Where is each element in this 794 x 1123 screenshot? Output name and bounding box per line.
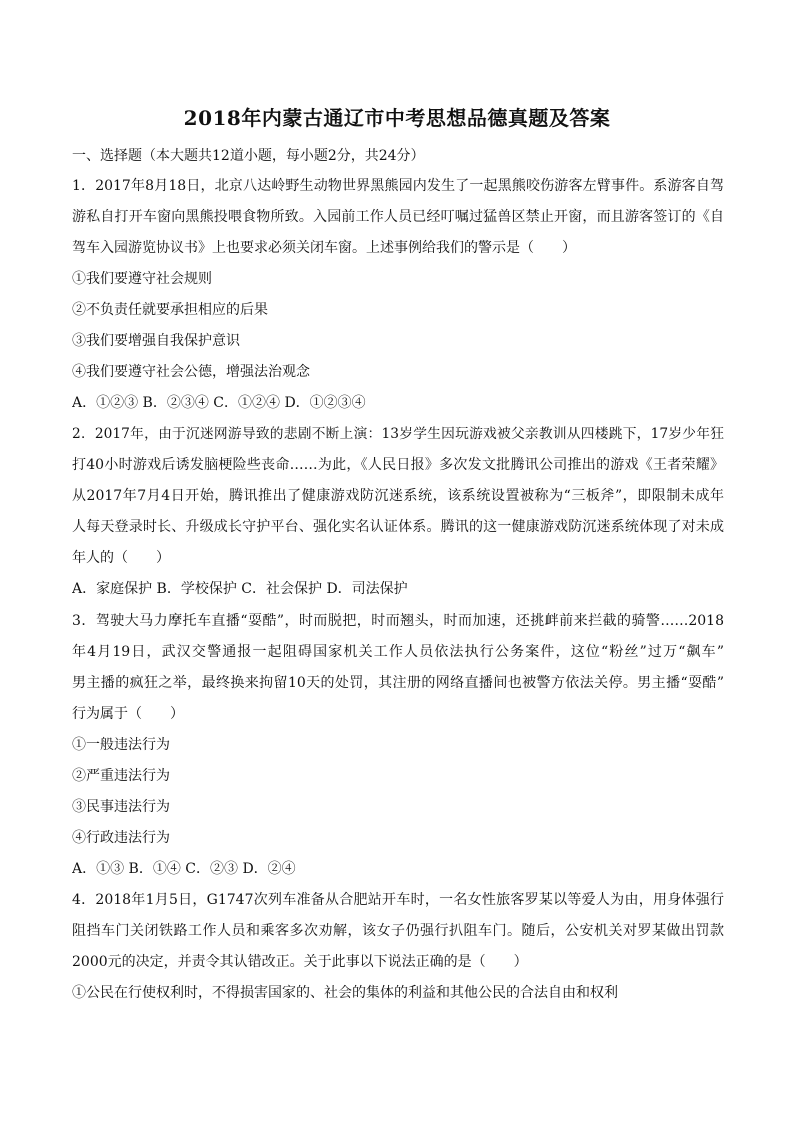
question-2-line-5: 年人的（ ） [72,550,170,566]
question-4-line-3: 2000元的决定，并责令其认错改正。关于此事以下说法正确的是（ ） [72,954,528,970]
question-1-option-3: ③我们要增强自我保护意识 [72,333,240,349]
question-1-line-2: 游私自打开车窗向黑熊投喂食物所致。入园前工作人员已经叮嘱过猛兽区禁止开窗，而且游客签订的《自 [72,209,724,225]
question-1-line-1: 1．2017年8月18日，北京八达岭野生动物世界黑熊园内发生了一起黑熊咬伤游客左臂事件。系游客自驾 [72,178,724,194]
question-3-option-1: ①一般违法行为 [72,737,170,753]
question-1-line-3: 驾车入园游览协议书》上也要求必须关闭车窗。上述事例给我们的警示是（ ） [72,240,576,256]
question-2-choices: A．家庭保护 B．学校保护 C．社会保护 D．司法保护 [72,581,408,597]
question-3-option-2: ②严重违法行为 [72,768,170,784]
question-2-line-2: 打40小时游戏后诱发脑梗险些丧命……为此，《人民日报》多次发文批腾讯公司推出的游戏《王者荣耀》 [72,457,724,473]
question-3-option-3: ③民事违法行为 [72,799,170,815]
question-4-line-1: 4．2018年1月5日，G1747次列车准备从合肥站开车时，一名女性旅客罗某以等爱人为由，用身体强行 [72,892,724,908]
question-1-choices: A．①②③ B．②③④ C．①②④ D．①②③④ [72,395,366,411]
question-4-option-1: ①公民在行使权利时，不得损害国家的、社会的集体的利益和其他公民的合法自由和权利 [72,985,618,1001]
question-3-line-1: 3．驾驶大马力摩托车直播“耍酷”，时而脱把，时而翘头，时而加速，还挑衅前来拦截的骑警……2018 [72,613,724,629]
question-3-choices: A．①③ B．①④ C．②③ D．②④ [72,861,296,877]
question-1-option-4: ④我们要遵守社会公德，增强法治观念 [72,364,310,380]
question-3-line-3: 男主播的疯狂之举，最终换来拘留10天的处罚，其注册的网络直播间也被警方依法关停。男主播“耍酷” [72,675,724,691]
question-2-line-4: 人每天登录时长、升级成长守护平台、强化实名认证体系。腾讯的这一健康游戏防沉迷系统体现了对未成 [72,519,724,535]
question-4-line-2: 阻挡车门关闭铁路工作人员和乘客多次劝解，该女子仍强行扒阻车门。随后，公安机关对罗某做出罚款 [72,923,724,939]
question-3-option-4: ④行政违法行为 [72,830,170,846]
question-1-option-2: ②不负责任就要承担相应的后果 [72,302,268,318]
section-header: 一、选择题（本大题共12道小题，每小题2分，共24分） [72,148,425,164]
question-1-option-1: ①我们要遵守社会规则 [72,271,212,287]
question-3-line-4: 行为属于（ ） [72,706,184,722]
question-3-line-2: 年4月19日，武汉交警通报一起阻碍国家机关工作人员依法执行公务案件，这位“粉丝”过万“飙车” [72,644,724,660]
question-2-line-3: 从2017年7月4日开始，腾讯推出了健康游戏防沉迷系统，该系统设置被称为“三板斧”，即限制未成年 [72,488,724,504]
question-2-line-1: 2．2017年，由于沉迷网游导致的悲剧不断上演：13岁学生因玩游戏被父亲教训从四楼跳下，17岁少年狂 [72,426,724,442]
page-title: 2018年内蒙古通辽市中考思想品德真题及答案 [183,106,611,130]
